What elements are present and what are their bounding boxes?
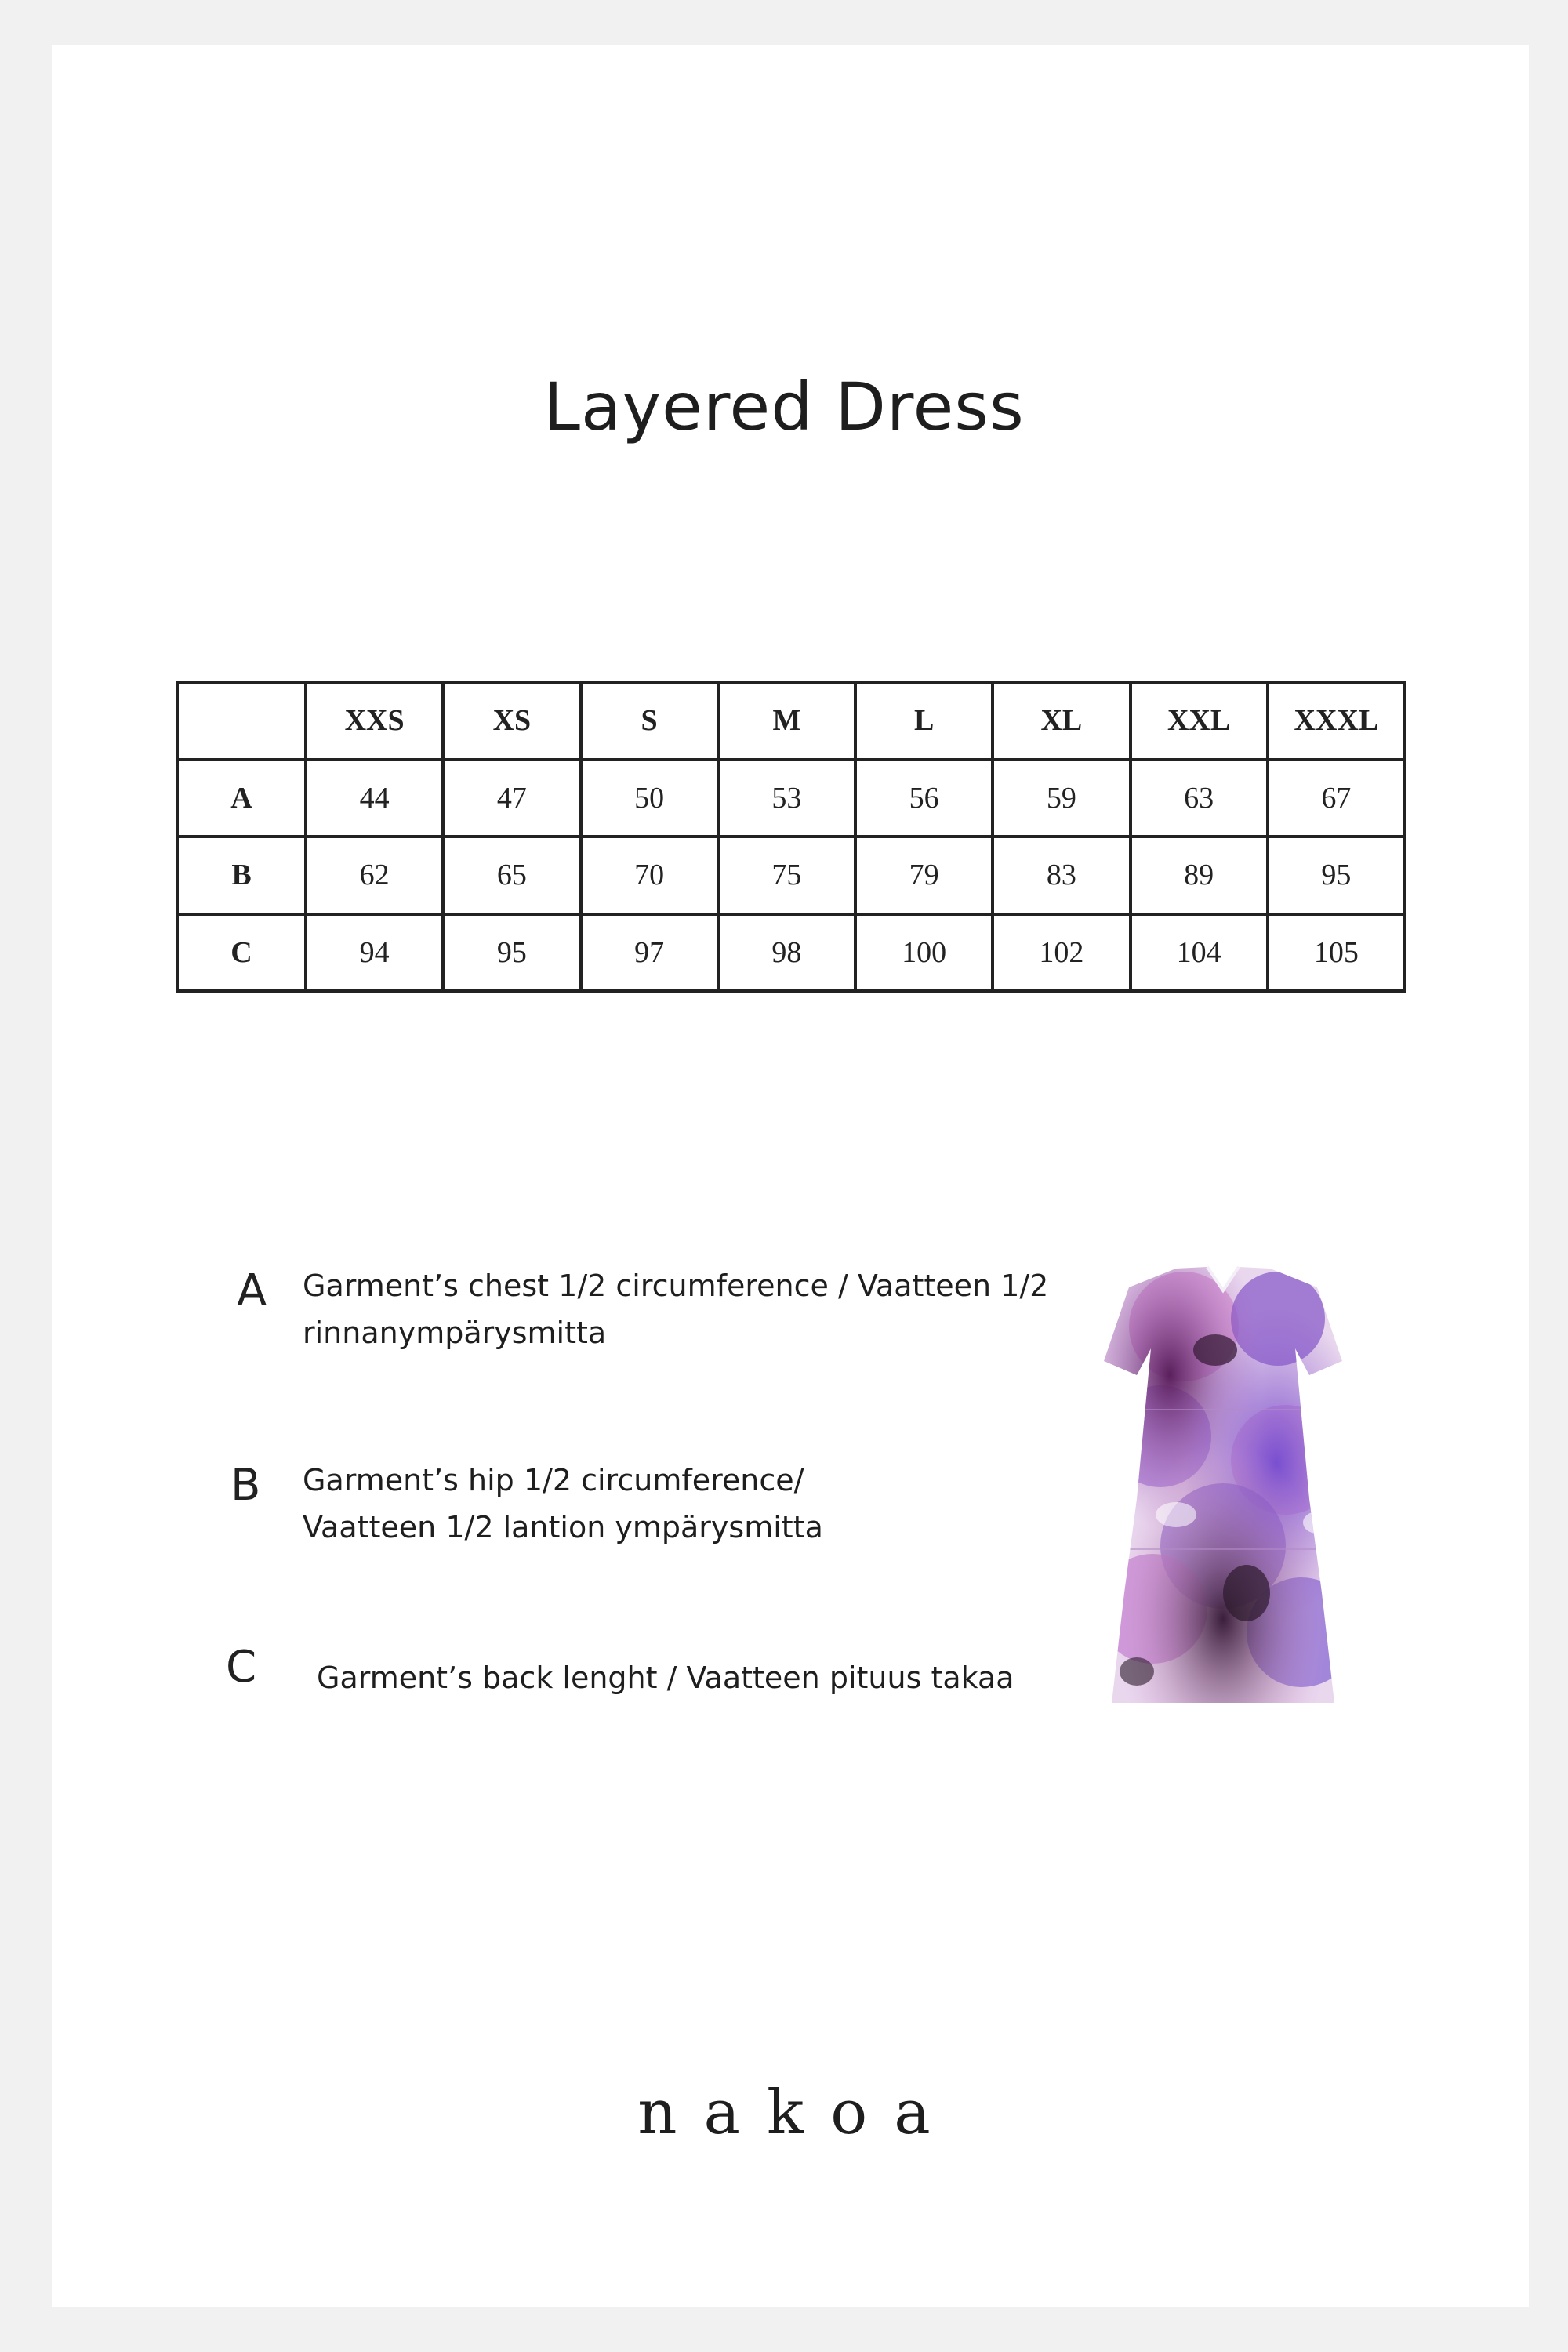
row-label: B: [177, 837, 306, 914]
table-row: [177, 914, 1405, 992]
size-header: L: [855, 682, 993, 760]
measure-cell: 100: [855, 914, 993, 992]
legend-text-line: Garment’s chest 1/2 circumference / Vaatteen 1/2: [303, 1269, 1049, 1303]
corner-cell: [177, 682, 306, 760]
legend-text-line: Garment’s hip 1/2 circumference/: [303, 1463, 804, 1497]
legend-text-b: [303, 1457, 823, 1551]
size-header: S: [581, 682, 718, 760]
measure-cell: 83: [993, 837, 1130, 914]
size-header: XXL: [1131, 682, 1268, 760]
measure-cell: 62: [306, 837, 443, 914]
measure-cell: 59: [993, 760, 1130, 837]
measure-cell: 70: [581, 837, 718, 914]
dress-image: [1090, 1264, 1356, 1708]
table-row: [177, 760, 1405, 837]
measure-cell: 56: [855, 760, 993, 837]
row-label: C: [177, 914, 306, 992]
legend-text-a: [303, 1262, 1048, 1356]
measure-cell: 94: [306, 914, 443, 992]
measure-cell: 97: [581, 914, 718, 992]
measure-cell: 79: [855, 837, 993, 914]
measure-cell: 50: [581, 760, 718, 837]
measure-cell: 63: [1131, 760, 1268, 837]
measure-cell: 104: [1131, 914, 1268, 992]
measure-cell: 67: [1268, 760, 1405, 837]
measure-cell: 53: [718, 760, 855, 837]
measure-cell: 89: [1131, 837, 1268, 914]
measure-cell: 75: [718, 837, 855, 914]
legend-text-line: rinnanympärysmitta: [303, 1316, 607, 1350]
measure-cell: 65: [443, 837, 580, 914]
size-header: XXXL: [1268, 682, 1405, 760]
legend-letter-c: C: [226, 1642, 257, 1693]
size-header-row: [177, 682, 1405, 760]
size-table: [176, 681, 1406, 993]
row-label: A: [177, 760, 306, 837]
measure-cell: 95: [443, 914, 580, 992]
legend-text-line: Vaatteen 1/2 lantion ympärysmitta: [303, 1510, 823, 1544]
measure-cell: 102: [993, 914, 1130, 992]
measure-cell: 44: [306, 760, 443, 837]
size-header: XS: [443, 682, 580, 760]
brand-logo: nakoa: [637, 2078, 957, 2148]
page-title: Layered Dress: [543, 368, 1025, 445]
legend-text-c: [317, 1654, 1014, 1701]
measure-cell: 105: [1268, 914, 1405, 992]
measure-cell: 95: [1268, 837, 1405, 914]
size-header: M: [718, 682, 855, 760]
legend-text-line: Garment’s back lenght / Vaatteen pituus takaa: [317, 1661, 1014, 1695]
size-header: XL: [993, 682, 1130, 760]
legend-letter-a: A: [237, 1265, 267, 1316]
measure-cell: 47: [443, 760, 580, 837]
table-row: [177, 837, 1405, 914]
measure-cell: 98: [718, 914, 855, 992]
size-header: XXS: [306, 682, 443, 760]
legend-letter-b: B: [230, 1460, 261, 1511]
